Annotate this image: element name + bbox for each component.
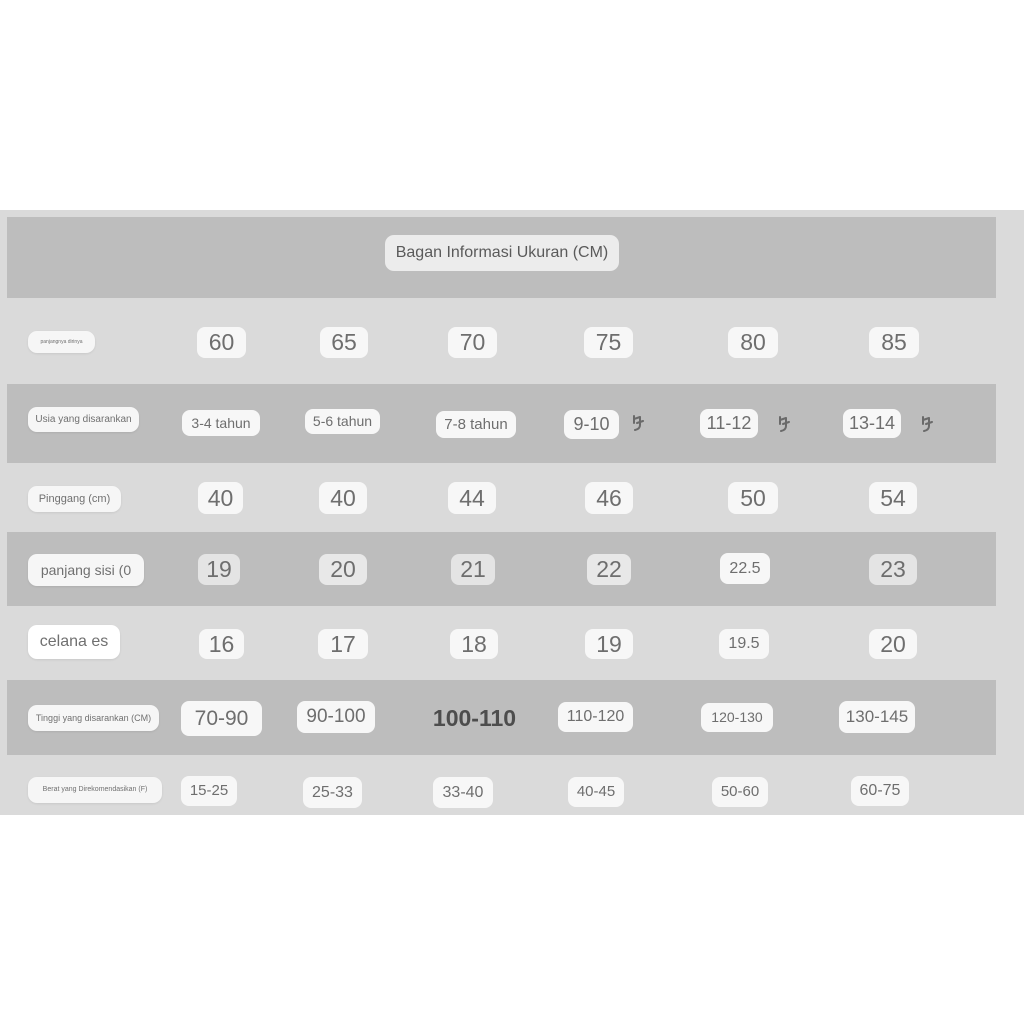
value-cell: 9-10	[564, 410, 619, 439]
value-cell: 13-14	[843, 409, 901, 438]
value-cell: 22	[587, 554, 631, 585]
value-cell: 7-8 tahun	[436, 411, 516, 438]
year-glyph-icon	[920, 415, 934, 433]
row-label: Usia yang disarankan	[28, 407, 139, 432]
value-cell: 110-120	[558, 702, 633, 732]
value-cell: 60	[197, 327, 246, 358]
value-cell: 16	[199, 629, 244, 659]
value-cell: 17	[318, 629, 368, 659]
value-cell: 11-12	[700, 409, 758, 438]
row-recommended-weight	[7, 755, 996, 815]
value-cell: 60-75	[851, 776, 909, 806]
year-glyph-icon	[777, 415, 791, 433]
value-cell: 54	[869, 482, 917, 514]
value-cell: 44	[448, 482, 496, 514]
chart-title: Bagan Informasi Ukuran (CM)	[385, 235, 619, 271]
row-body-length	[7, 298, 996, 384]
row-side-length	[7, 532, 996, 606]
value-cell: 90-100	[297, 701, 375, 733]
row-label: celana es	[28, 625, 120, 659]
row-label: Berat yang Direkomendasikan (F)	[28, 777, 162, 803]
size-chart-panel	[7, 217, 996, 815]
value-cell: 25-33	[303, 777, 362, 808]
value-cell: 70	[448, 327, 497, 358]
row-waist	[7, 463, 996, 532]
row-label: panjangnya dirinya	[28, 331, 95, 353]
value-cell: 120-130	[701, 703, 773, 732]
value-cell: 100-110	[432, 705, 517, 731]
value-cell: 40-45	[568, 777, 624, 807]
value-cell: 46	[585, 482, 633, 514]
value-cell: 3-4 tahun	[182, 410, 260, 436]
chart-header	[7, 217, 996, 291]
value-cell: 40	[319, 482, 367, 514]
value-cell: 70-90	[181, 701, 262, 736]
value-cell: 19	[585, 629, 633, 659]
value-cell: 130-145	[839, 701, 915, 733]
size-chart	[0, 210, 1024, 815]
value-cell: 50-60	[712, 777, 768, 807]
value-cell: 20	[869, 629, 917, 659]
row-recommended-age	[7, 384, 996, 463]
row-label: Tinggi yang disarankan (CM)	[28, 705, 159, 731]
value-cell: 75	[584, 327, 633, 358]
value-cell: 21	[451, 554, 495, 585]
value-cell: 22.5	[720, 553, 770, 584]
value-cell: 19	[198, 554, 240, 585]
year-glyph-icon	[631, 414, 645, 432]
value-cell: 18	[450, 629, 498, 659]
value-cell: 50	[728, 482, 778, 514]
value-cell: 80	[728, 327, 778, 358]
value-cell: 33-40	[433, 777, 493, 808]
value-cell: 20	[319, 554, 367, 585]
row-pants	[7, 606, 996, 680]
value-cell: 85	[869, 327, 919, 358]
value-cell: 15-25	[181, 776, 237, 806]
value-cell: 40	[198, 482, 243, 514]
value-cell: 65	[320, 327, 368, 358]
row-label: panjang sisi (0	[28, 554, 144, 586]
row-label: Pinggang (cm)	[28, 486, 121, 512]
value-cell: 5-6 tahun	[305, 409, 380, 434]
value-cell: 19.5	[719, 629, 769, 659]
value-cell: 23	[869, 554, 917, 585]
row-recommended-height	[7, 680, 996, 755]
